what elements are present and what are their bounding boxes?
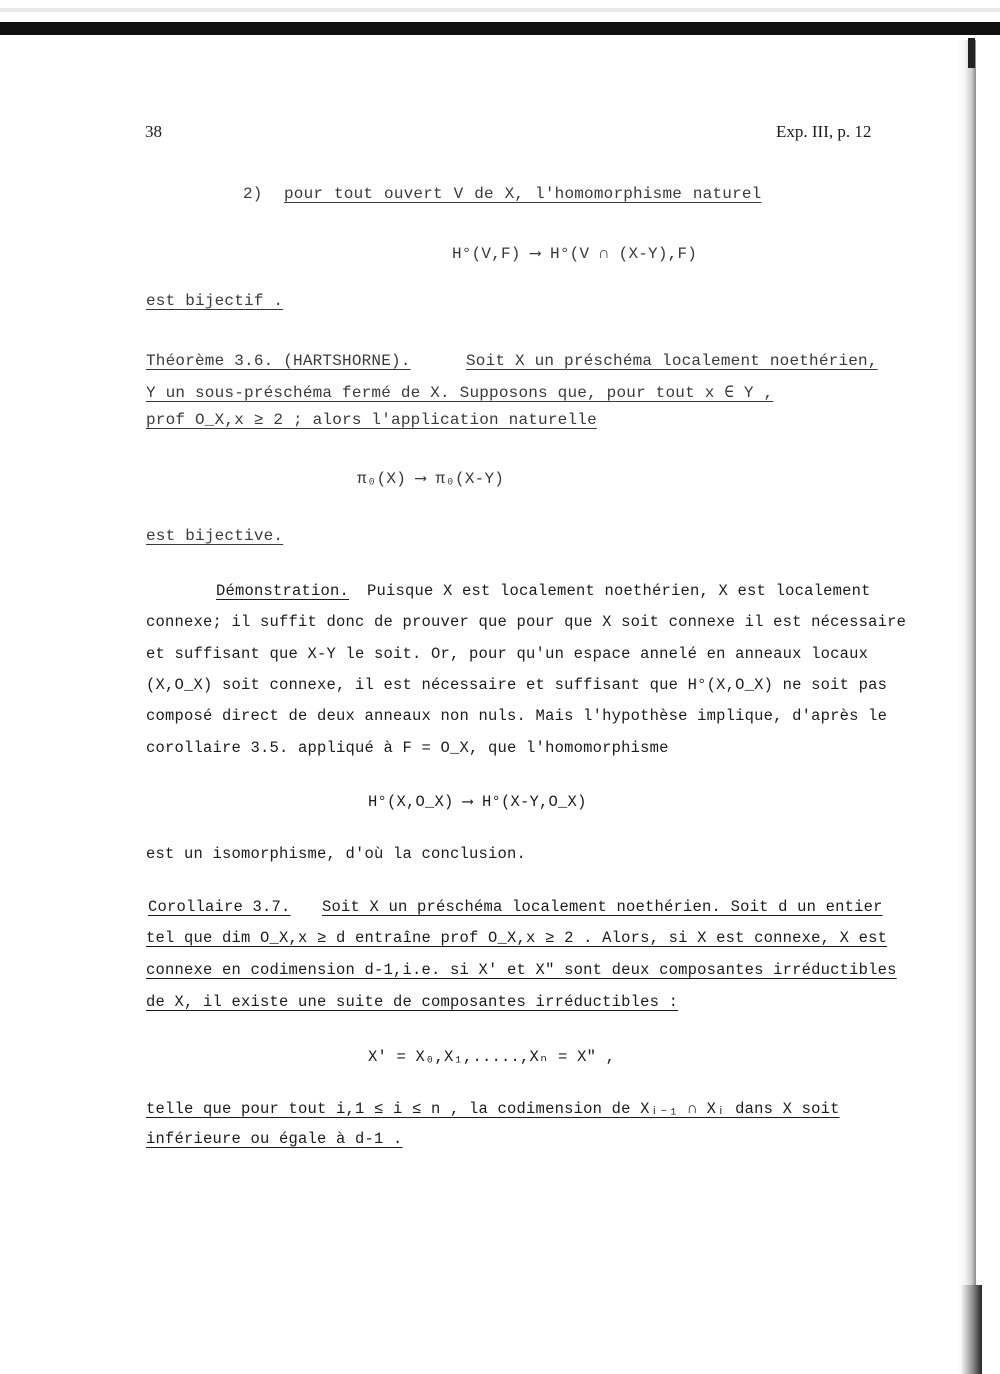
- corollary-line: connexe en codimension d-1,i.e. si X' et X" sont deux composantes irréductibles: [146, 961, 897, 979]
- proof-line: et suffisant que X-Y le soit. Or, pour qu'un espace annelé en anneaux locaux: [146, 645, 869, 663]
- corollary-heading: Corollaire 3.7.: [148, 898, 291, 916]
- corollary-line: tel que dim O_X,x ≥ d entraîne prof O_X,x ≥ 2 . Alors, si X est connexe, X est: [146, 929, 888, 947]
- corollary-line: Soit X un préschéma localement noethérien. Soit d un entier: [322, 898, 883, 916]
- item2-conclusion: est bijectif .: [146, 292, 284, 310]
- item2-formula: H°(V,F) ⟶ H°(V ∩ (X-Y),F): [452, 245, 698, 263]
- binding-bar: [0, 22, 1000, 35]
- proof-heading: Démonstration.: [216, 582, 350, 600]
- theorem-line3: prof O_X,x ≥ 2 ; alors l'application naturelle: [146, 411, 597, 429]
- scan-edge-top: [0, 8, 1000, 12]
- proof-line: composé direct de deux anneaux non nuls. Mais l'hypothèse implique, d'après le: [146, 707, 888, 725]
- theorem-formula: π₀(X) ⟶ π₀(X-Y): [357, 470, 505, 488]
- proof-conclusion: est un isomorphisme, d'où la conclusion.: [146, 845, 527, 863]
- proof-line: (X,O_X) soit connexe, il est nécessaire et suffisant que H°(X,O_X) ne soit pas: [146, 676, 888, 694]
- proof-line: corollaire 3.5. appliqué à F = O_X, que l'homomorphisme: [146, 739, 669, 757]
- theorem-line1: Soit X un préschéma localement noethérien,: [466, 352, 878, 370]
- corollary-last-line: telle que pour tout i,1 ≤ i ≤ n , la codimension de Xᵢ₋₁ ∩ Xᵢ dans X soit: [146, 1100, 840, 1118]
- running-head: Exp. III, p. 12: [776, 122, 872, 141]
- scan-edge-right: [958, 40, 976, 1374]
- page-number: 38: [145, 122, 162, 141]
- item2-text: pour tout ouvert V de X, l'homomorphisme naturel: [284, 185, 762, 203]
- proof-formula: H°(X,O_X) ⟶ H°(X-Y,O_X): [368, 793, 587, 811]
- item2-number: 2): [243, 185, 263, 203]
- theorem-line2: Y un sous-préschéma fermé de X. Supposons que, pour tout x ∈ Y ,: [146, 384, 774, 402]
- theorem-heading: Théorème 3.6. (HARTSHORNE).: [146, 352, 411, 370]
- corollary-line: de X, il existe une suite de composantes irréductibles :: [146, 993, 679, 1011]
- corollary-formula: X' = X₀,X₁,.....,Xₙ = X" ,: [368, 1048, 616, 1066]
- proof-line: Puisque X est localement noethérien, X est localement: [367, 582, 871, 600]
- corollary-last-line: inférieure ou égale à d-1 .: [146, 1130, 403, 1148]
- proof-line: connexe; il suffit donc de prouver que pour que X soit connexe il est nécessaire: [146, 613, 907, 631]
- theorem-conclusion: est bijective.: [146, 527, 284, 545]
- scan-edge-mark: [968, 38, 975, 68]
- scan-edge-mark-bottom: [960, 1285, 982, 1374]
